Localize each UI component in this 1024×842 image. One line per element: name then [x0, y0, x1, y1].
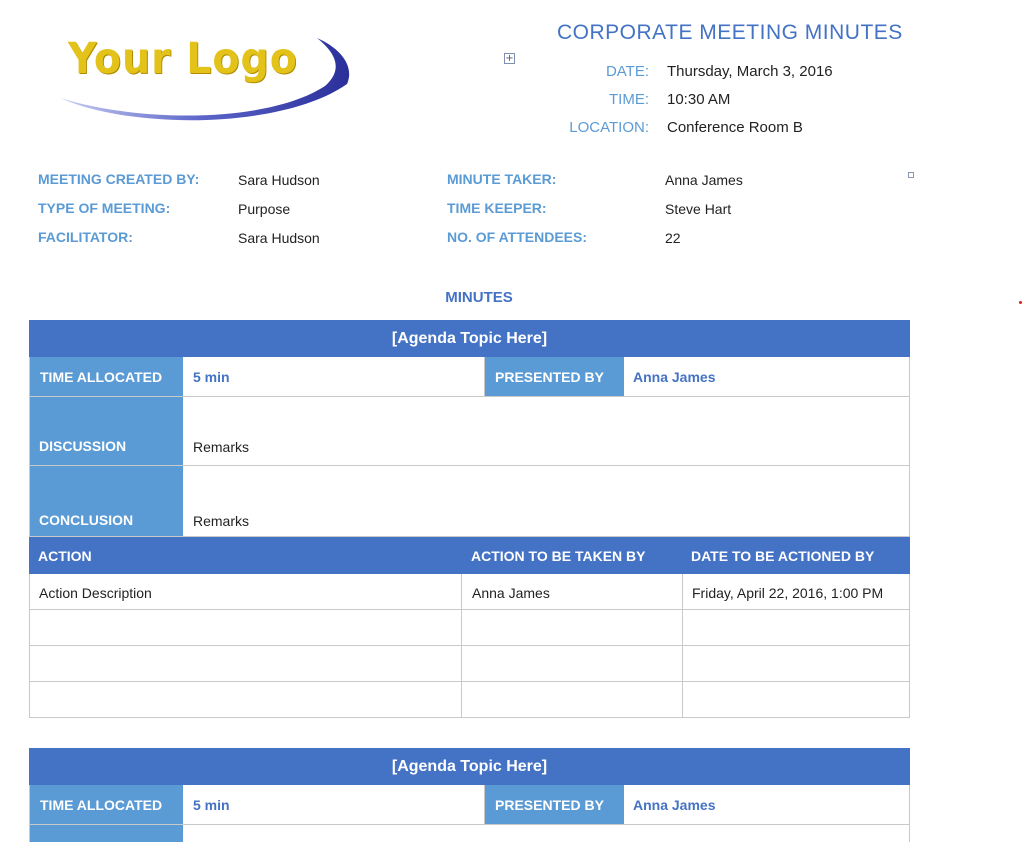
time-keeper-label: TIME KEEPER:: [447, 200, 547, 216]
action-taken-by-column-header: ACTION TO BE TAKEN BY: [471, 548, 646, 564]
location-label: LOCATION:: [569, 119, 649, 136]
action-header-row: [29, 537, 910, 574]
agenda-table: [29, 320, 910, 718]
action-taken-by[interactable]: [462, 682, 683, 717]
date-value: Thursday, March 3, 2016: [667, 63, 833, 80]
discussion-row: [29, 397, 910, 466]
action-row: [29, 610, 910, 646]
agenda-topic-title[interactable]: [Agenda Topic Here]: [29, 320, 910, 357]
facilitator-value: Sara Hudson: [238, 230, 320, 246]
action-description[interactable]: Action Description: [30, 574, 462, 609]
presented-by-label: PRESENTED BY: [485, 357, 624, 396]
conclusion-row: [29, 466, 910, 537]
action-date-column-header: DATE TO BE ACTIONED BY: [691, 548, 875, 564]
document-title: CORPORATE MEETING MINUTES: [557, 21, 903, 44]
attendees-value: 22: [665, 230, 681, 246]
action-taken-by[interactable]: [462, 610, 683, 645]
type-of-meeting-value: Purpose: [238, 201, 291, 217]
company-logo: Your Logo: [68, 34, 298, 84]
discussion-text-cell[interactable]: [183, 825, 909, 842]
time-label: TIME:: [609, 91, 649, 108]
action-taken-by[interactable]: Anna James: [462, 574, 683, 609]
time-keeper-value: Steve Hart: [665, 201, 732, 217]
date-label: DATE:: [605, 63, 649, 80]
action-description[interactable]: [30, 646, 462, 681]
action-row: [29, 682, 910, 718]
discussion-row: [29, 825, 910, 842]
action-row: [29, 574, 910, 610]
resize-handle-icon[interactable]: [908, 172, 914, 178]
time-allocated-value[interactable]: 5 min: [183, 357, 485, 396]
time-allocated-label: TIME ALLOCATED: [30, 785, 183, 824]
conclusion-text[interactable]: Remarks: [193, 513, 250, 529]
presented-by-value[interactable]: Anna James: [633, 369, 716, 385]
location-value: Conference Room B: [667, 119, 803, 136]
action-date[interactable]: [683, 610, 909, 645]
action-date[interactable]: Friday, April 22, 2016, 1:00 PM: [692, 585, 884, 601]
time-value: 10:30 AM: [667, 91, 731, 108]
action-column-header: ACTION: [38, 548, 92, 564]
marker-dot: [1019, 301, 1022, 304]
time-allocated-value[interactable]: 5 min: [183, 785, 485, 824]
minutes-heading: MINUTES: [445, 289, 513, 306]
minute-taker-label: MINUTE TAKER:: [447, 171, 557, 187]
created-by-value: Sara Hudson: [238, 172, 320, 188]
action-description[interactable]: [30, 682, 462, 717]
agenda-topic-title[interactable]: [Agenda Topic Here]: [29, 748, 910, 785]
conclusion-label: CONCLUSION: [30, 466, 183, 536]
agenda-table: [29, 748, 910, 842]
time-presenter-row: [29, 357, 910, 397]
created-by-label: MEETING CREATED BY:: [38, 171, 200, 187]
discussion-text[interactable]: Remarks: [193, 439, 250, 455]
action-row: [29, 646, 910, 682]
minute-taker-value: Anna James: [665, 172, 743, 188]
discussion-label: DISCUSSION: [30, 397, 183, 465]
action-description[interactable]: [30, 610, 462, 645]
action-date[interactable]: [683, 682, 909, 717]
facilitator-label: FACILITATOR:: [38, 229, 133, 245]
type-of-meeting-label: TYPE OF MEETING:: [38, 200, 171, 216]
action-taken-by[interactable]: [462, 646, 683, 681]
attendees-label: NO. OF ATTENDEES:: [447, 229, 587, 245]
time-presenter-row: [29, 785, 910, 825]
discussion-label-cell: [30, 825, 183, 842]
table-move-handle-icon[interactable]: +: [505, 53, 514, 64]
presented-by-value[interactable]: Anna James: [633, 797, 716, 813]
time-allocated-label: TIME ALLOCATED: [30, 357, 183, 396]
action-date[interactable]: [683, 646, 909, 681]
presented-by-label: PRESENTED BY: [485, 785, 624, 824]
